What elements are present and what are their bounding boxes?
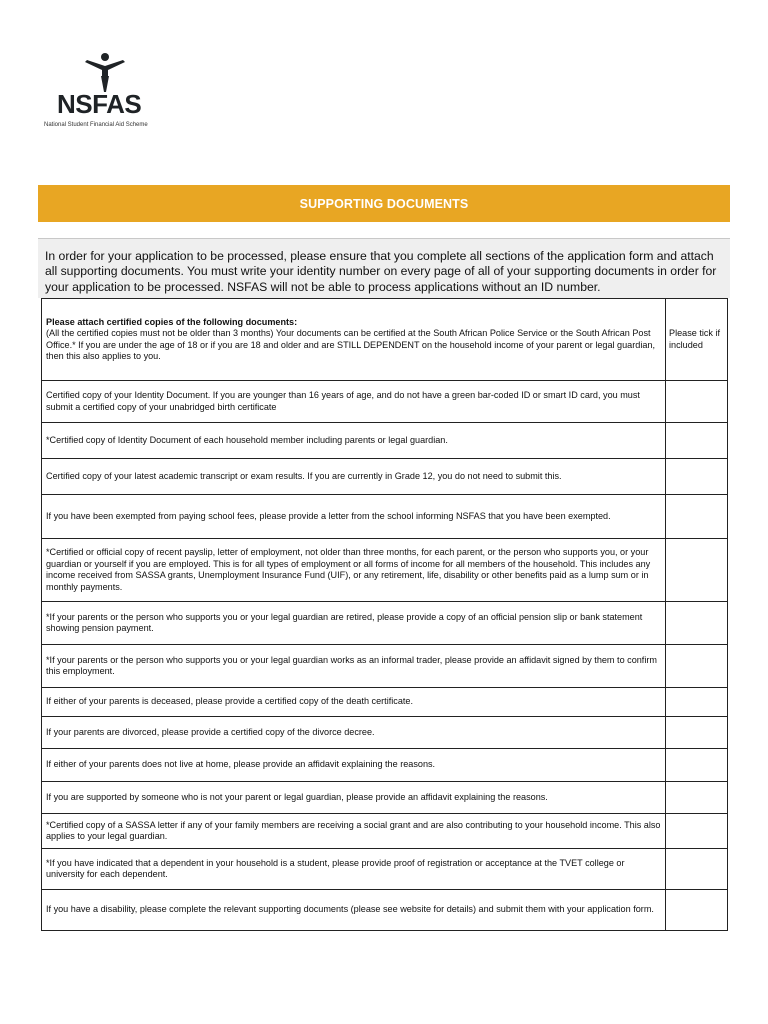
tick-box[interactable] [666,688,728,717]
tick-box[interactable] [666,495,728,539]
table-row [42,495,728,539]
table-row [42,717,728,749]
document-requirement: Certified copy of your Identity Document. If you are younger than 16 years of age, and do not have a green bar-coded ID or smart ID card, you must submit a certified copy of your unabridged birth certificate [42,381,666,423]
table-row [42,602,728,645]
document-requirement: *Certified or official copy of recent payslip, letter of employment, not older than three months, for each parent, or the person who supports you, or your guardian or yourself if you are employed. This is for all types of employment or all forms of income for all members of the household. This includes any income received from SASSA grants, Unemployment Insurance Fund (UIF), or any retirement, life, disability or other benefits paid as a lump sum or in monthly payments. [42,539,666,602]
document-requirement: If you are supported by someone who is not your parent or legal guardian, please provide an affidavit explaining the reasons. [42,782,666,814]
document-requirement: If you have a disability, please complete the relevant supporting documents (please see website for details) and submit them with your application form. [42,890,666,931]
document-requirement: *If you have indicated that a dependent in your household is a student, please provide proof of registration or acceptance at the TVET college or university for each dependent. [42,849,666,890]
nsfas-logo [42,52,192,132]
documents-table [41,298,728,931]
tick-box[interactable] [666,849,728,890]
table-row [42,381,728,423]
table-row [42,814,728,849]
table-row [42,782,728,814]
document-requirement: *If your parents or the person who supports you or your legal guardian are retired, please provide a copy of an official pension slip or bank statement showing pension payment. [42,602,666,645]
tick-box[interactable] [666,717,728,749]
table-row [42,890,728,931]
table-row [42,423,728,459]
document-requirement: Certified copy of your latest academic transcript or exam results. If you are currently in Grade 12, you do not need to submit this. [42,459,666,495]
section-title: SUPPORTING DOCUMENTS [299,196,469,211]
logo-wordmark: NSFAS [57,89,142,119]
document-requirement: *If your parents or the person who supports you or your legal guardian works as an informal trader, please provide an affidavit signed by them to confirm this employment. [42,645,666,688]
table-row [42,688,728,717]
table-row [42,749,728,782]
document-requirement: If either of your parents does not live at home, please provide an affidavit explaining the reasons. [42,749,666,782]
table-row [42,645,728,688]
section-banner [38,185,730,222]
document-requirement: *Certified copy of Identity Document of each household member including parents or legal guardian. [42,423,666,459]
intro-notice: In order for your application to be processed, please ensure that you complete all sections of the application form and attach all supporting documents. You must write your identity number on every page of all of your supporting documents in order for your application to be processed. NSFAS will not be able to process applications without an ID number. [38,238,730,298]
tick-box[interactable] [666,602,728,645]
logo-subtitle: National Student Financial Aid Scheme [44,122,148,128]
table-row [42,539,728,602]
header-body: (All the certified copies must not be older than 3 months) Your documents can be certified at the South African Police Service or the South African Post Office.* If you are under the age of 18 or if you are 18 and older and are STILL DEPENDENT on the household income of your parent or legal guardian, then this also applies to you. [46,328,655,361]
table-row [42,459,728,495]
header-instructions [42,299,666,381]
document-requirement: If either of your parents is deceased, please provide a certified copy of the death certificate. [42,688,666,717]
tick-column-header: Please tick if included [666,299,728,381]
tick-box[interactable] [666,459,728,495]
tick-box[interactable] [666,645,728,688]
document-requirement: *Certified copy of a SASSA letter if any of your family members are receiving a social grant and are also contributing to your household income. This also applies to your legal guardian. [42,814,666,849]
tick-box[interactable] [666,539,728,602]
tick-box[interactable] [666,814,728,849]
table-row [42,849,728,890]
table-header-row [42,299,728,381]
tick-box[interactable] [666,782,728,814]
tick-box[interactable] [666,423,728,459]
tick-box[interactable] [666,890,728,931]
document-requirement: If you have been exempted from paying school fees, please provide a letter from the school informing NSFAS that you have been exempted. [42,495,666,539]
tick-box[interactable] [666,749,728,782]
tick-box[interactable] [666,381,728,423]
header-title: Please attach certified copies of the following documents: [46,316,298,327]
document-requirement: If your parents are divorced, please provide a certified copy of the divorce decree. [42,717,666,749]
graduate-figure-icon [82,52,128,94]
